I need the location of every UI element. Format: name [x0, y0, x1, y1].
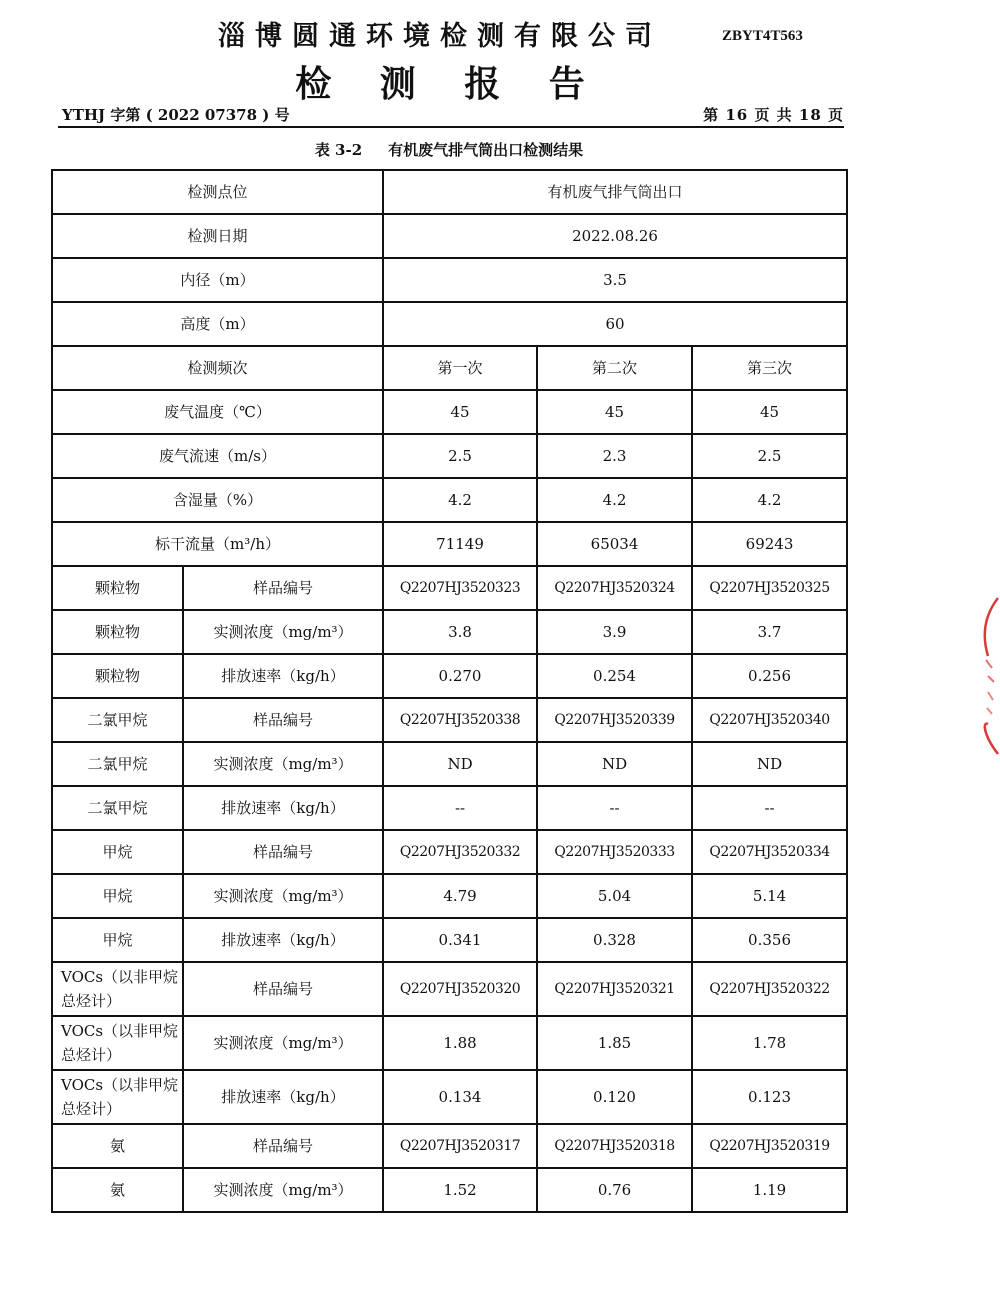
param-value: 4.2: [383, 478, 537, 522]
measure-value: 1.88: [383, 1016, 537, 1070]
pollutant-name: VOCs（以非甲烷总烃计）: [52, 1070, 183, 1124]
red-stamp-edge: [978, 596, 1000, 756]
pollutant-row: [52, 962, 847, 1016]
info-row: [52, 214, 847, 258]
sample-id: Q2207HJ3520334: [692, 830, 847, 874]
measure-value: 1.52: [383, 1168, 537, 1212]
pollutant-row: [52, 742, 847, 786]
measure-item: 排放速率（kg/h）: [183, 654, 383, 698]
measure-value: 0.270: [383, 654, 537, 698]
frequency-value: 第二次: [537, 346, 692, 390]
param-row: [52, 522, 847, 566]
measure-value: 4.79: [383, 874, 537, 918]
pollutant-row: [52, 874, 847, 918]
param-value: 2.3: [537, 434, 692, 478]
frequency-row: [52, 346, 847, 390]
param-label: 废气温度（℃）: [52, 390, 383, 434]
results-table: [51, 169, 848, 1213]
measure-value: 0.328: [537, 918, 692, 962]
measure-value: 0.134: [383, 1070, 537, 1124]
measure-value: 1.85: [537, 1016, 692, 1070]
pollutant-name: 二氯甲烷: [52, 742, 183, 786]
param-row: [52, 434, 847, 478]
measure-value: 1.78: [692, 1016, 847, 1070]
measure-value: 1.19: [692, 1168, 847, 1212]
pollutant-row: [52, 786, 847, 830]
pollutant-row: [52, 1124, 847, 1168]
measure-value: 0.356: [692, 918, 847, 962]
measure-value: ND: [537, 742, 692, 786]
measure-value: 0.120: [537, 1070, 692, 1124]
company-name: 淄博圆通环境检测有限公司: [218, 21, 662, 52]
measure-item: 实测浓度（mg/m³）: [183, 742, 383, 786]
report-code: ZBYT4T563: [722, 28, 803, 44]
info-label: 检测点位: [52, 170, 383, 214]
sample-id: Q2207HJ3520338: [383, 698, 537, 742]
table-number: 表 3-2: [314, 141, 363, 159]
measure-value: ND: [692, 742, 847, 786]
sample-id: Q2207HJ3520333: [537, 830, 692, 874]
sample-id: Q2207HJ3520340: [692, 698, 847, 742]
measure-item: 排放速率（kg/h）: [183, 918, 383, 962]
measure-item: 实测浓度（mg/m³）: [183, 874, 383, 918]
param-value: 65034: [537, 522, 692, 566]
table-caption: [0, 139, 898, 160]
param-value: 4.2: [692, 478, 847, 522]
param-row: [52, 478, 847, 522]
param-value: 2.5: [692, 434, 847, 478]
sample-id: Q2207HJ3520318: [537, 1124, 692, 1168]
param-value: 45: [537, 390, 692, 434]
pollutant-name: 甲烷: [52, 874, 183, 918]
measure-item: 排放速率（kg/h）: [183, 1070, 383, 1124]
measure-item: 样品编号: [183, 566, 383, 610]
header-rule: [58, 126, 844, 128]
info-value: 2022.08.26: [383, 214, 847, 258]
report-number: YTHJ 字第 ( 2022 07378 ) 号: [62, 106, 290, 124]
results-table-body: [52, 170, 847, 1212]
sample-id: Q2207HJ3520322: [692, 962, 847, 1016]
pollutant-name: VOCs（以非甲烷总烃计）: [52, 962, 183, 1016]
report-title: 检 测 报 告: [295, 63, 603, 105]
pollutant-row: [52, 566, 847, 610]
pollutant-row: [52, 918, 847, 962]
info-row: [52, 170, 847, 214]
sample-id: Q2207HJ3520324: [537, 566, 692, 610]
pollutant-row: [52, 1168, 847, 1212]
measure-value: 0.254: [537, 654, 692, 698]
pollutant-name: 甲烷: [52, 918, 183, 962]
pollutant-name: 二氯甲烷: [52, 786, 183, 830]
table-title: 有机废气排气筒出口检测结果: [388, 141, 584, 159]
info-value: 3.5: [383, 258, 847, 302]
info-label: 高度（m）: [52, 302, 383, 346]
param-label: 标干流量（m³/h）: [52, 522, 383, 566]
measure-item: 样品编号: [183, 1124, 383, 1168]
sample-id: Q2207HJ3520339: [537, 698, 692, 742]
pollutant-row: [52, 1070, 847, 1124]
frequency-label: 检测频次: [52, 346, 383, 390]
pollutant-name: 甲烷: [52, 830, 183, 874]
measure-value: 0.256: [692, 654, 847, 698]
measure-item: 实测浓度（mg/m³）: [183, 1168, 383, 1212]
pollutant-row: [52, 610, 847, 654]
measure-value: 3.7: [692, 610, 847, 654]
measure-value: --: [537, 786, 692, 830]
pollutant-row: [52, 698, 847, 742]
measure-item: 实测浓度（mg/m³）: [183, 610, 383, 654]
pollutant-name: VOCs（以非甲烷总烃计）: [52, 1016, 183, 1070]
measure-item: 实测浓度（mg/m³）: [183, 1016, 383, 1070]
measure-item: 样品编号: [183, 830, 383, 874]
sample-id: Q2207HJ3520332: [383, 830, 537, 874]
pollutant-name: 氨: [52, 1124, 183, 1168]
page-info: 第 16 页 共 18 页: [703, 106, 844, 124]
frequency-value: 第一次: [383, 346, 537, 390]
pollutant-name: 颗粒物: [52, 566, 183, 610]
measure-value: 3.9: [537, 610, 692, 654]
info-value: 60: [383, 302, 847, 346]
measure-value: 3.8: [383, 610, 537, 654]
info-label: 内径（m）: [52, 258, 383, 302]
sample-id: Q2207HJ3520317: [383, 1124, 537, 1168]
param-row: [52, 390, 847, 434]
sample-id: Q2207HJ3520320: [383, 962, 537, 1016]
measure-value: 0.341: [383, 918, 537, 962]
param-value: 4.2: [537, 478, 692, 522]
param-value: 69243: [692, 522, 847, 566]
info-row: [52, 258, 847, 302]
pollutant-row: [52, 830, 847, 874]
param-label: 废气流速（m/s）: [52, 434, 383, 478]
info-value: 有机废气排气筒出口: [383, 170, 847, 214]
param-value: 2.5: [383, 434, 537, 478]
sample-id: Q2207HJ3520321: [537, 962, 692, 1016]
info-label: 检测日期: [52, 214, 383, 258]
param-label: 含湿量（%）: [52, 478, 383, 522]
pollutant-name: 颗粒物: [52, 654, 183, 698]
param-value: 45: [383, 390, 537, 434]
param-value: 71149: [383, 522, 537, 566]
measure-value: ND: [383, 742, 537, 786]
measure-value: --: [692, 786, 847, 830]
measure-value: 5.04: [537, 874, 692, 918]
param-value: 45: [692, 390, 847, 434]
measure-item: 排放速率（kg/h）: [183, 786, 383, 830]
pollutant-row: [52, 1016, 847, 1070]
measure-value: 0.123: [692, 1070, 847, 1124]
measure-value: 0.76: [537, 1168, 692, 1212]
pollutant-name: 颗粒物: [52, 610, 183, 654]
sample-id: Q2207HJ3520325: [692, 566, 847, 610]
sample-id: Q2207HJ3520323: [383, 566, 537, 610]
measure-value: --: [383, 786, 537, 830]
pollutant-row: [52, 654, 847, 698]
measure-item: 样品编号: [183, 698, 383, 742]
measure-item: 样品编号: [183, 962, 383, 1016]
measure-value: 5.14: [692, 874, 847, 918]
sample-id: Q2207HJ3520319: [692, 1124, 847, 1168]
pollutant-name: 氨: [52, 1168, 183, 1212]
frequency-value: 第三次: [692, 346, 847, 390]
info-row: [52, 302, 847, 346]
pollutant-name: 二氯甲烷: [52, 698, 183, 742]
